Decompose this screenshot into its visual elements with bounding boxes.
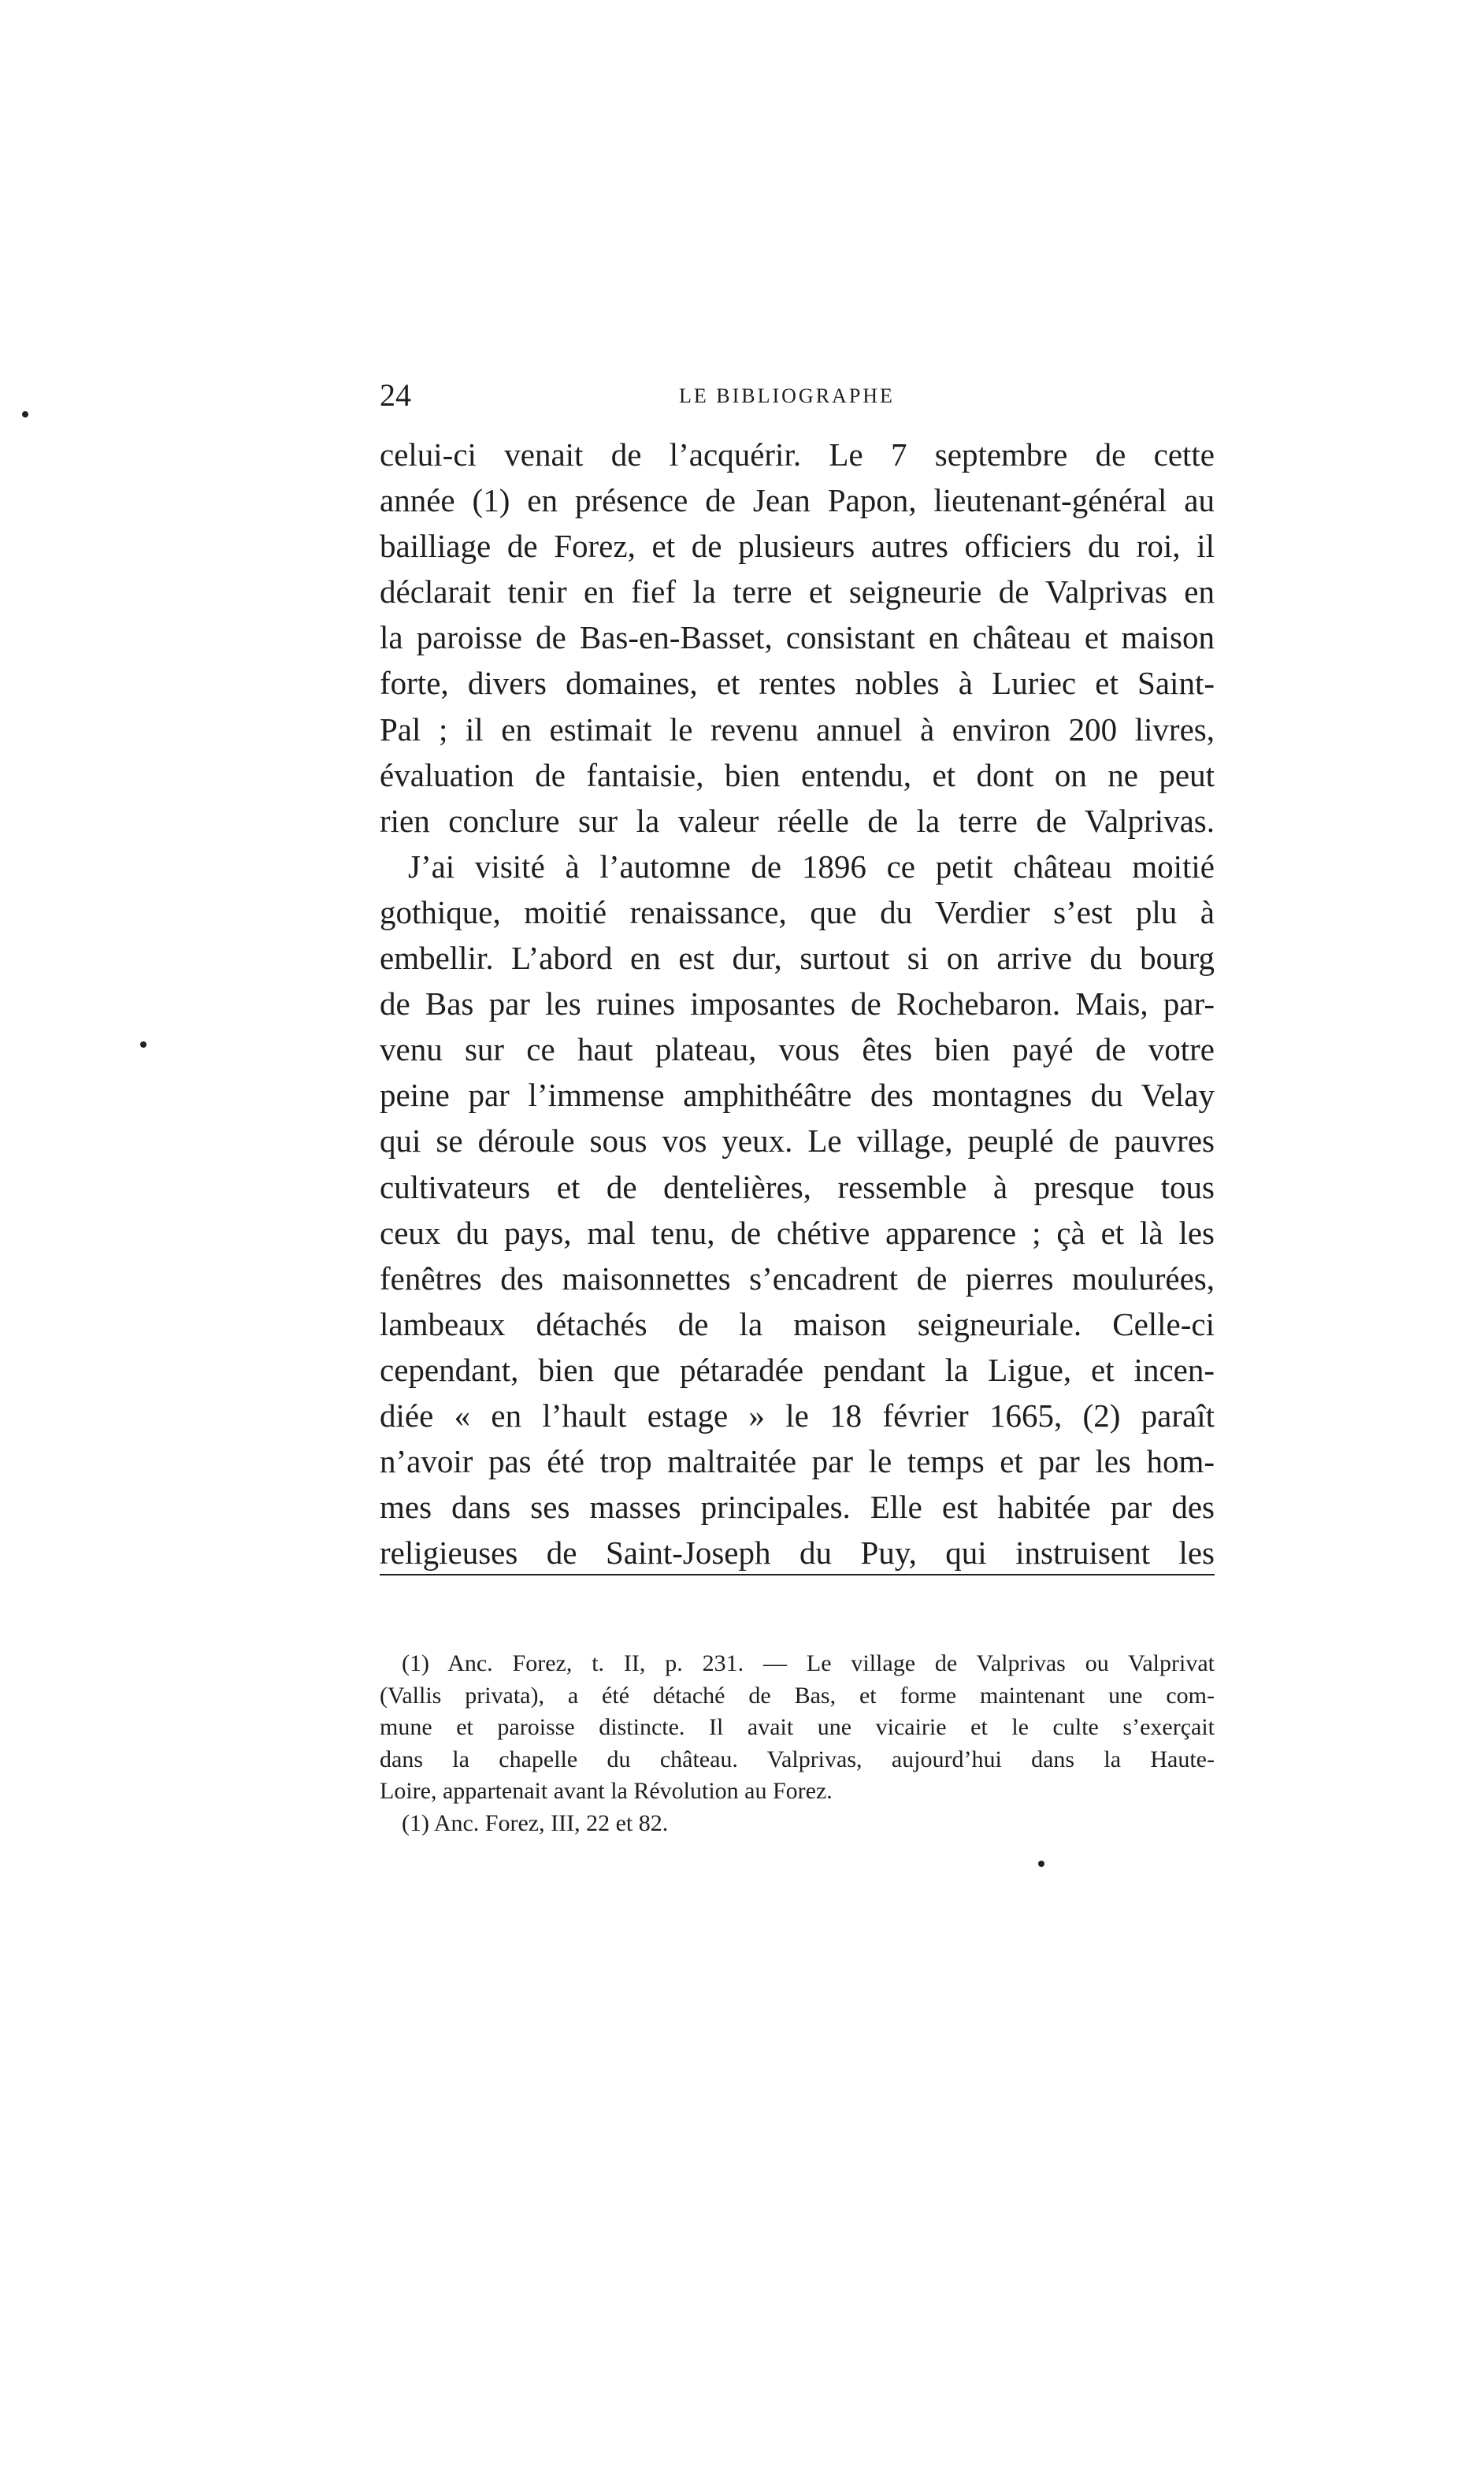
body-line: cultivateurs et de dentelières, ressemble à presque tous	[380, 1168, 1215, 1205]
scan-speck	[1038, 1861, 1044, 1867]
footnote-line: mune et paroisse distincte. Il avait une vicairie et le culte s’exerçait	[380, 1714, 1215, 1741]
body-line: peine par l’immense amphithéâtre des montagnes du Velay	[380, 1077, 1215, 1114]
body-line: Pal ; il en estimait le revenu annuel à environ 200 livres,	[380, 711, 1215, 748]
footnote-line: dans la chapelle du château. Valprivas, aujourd’hui dans la Haute-	[380, 1746, 1215, 1772]
body-line: embellir. L’abord en est dur, surtout si on arrive du bourg	[380, 940, 1215, 977]
body-line: bailliage de Forez, et de plusieurs autres officiers du roi, il	[380, 528, 1215, 565]
body-line: forte, divers domaines, et rentes nobles à Luriec et Saint-	[380, 665, 1215, 702]
footnote-line: Loire, appartenait avant la Révolution au Forez.	[380, 1778, 833, 1805]
footnotes	[380, 1648, 1215, 1840]
body-line: diée « en l’hault estage » le 18 février 1665, (2) paraît	[380, 1397, 1215, 1434]
body-line: venu sur ce haut plateau, vous êtes bien payé de votre	[380, 1031, 1215, 1068]
body-text	[380, 432, 1215, 1575]
body-line: celui-ci venait de l’acquérir. Le 7 septembre de cette	[380, 436, 1215, 473]
body-line: mes dans ses masses principales. Elle est habitée par des	[380, 1489, 1215, 1526]
body-line: n’avoir pas été trop maltraitée par le temps et par les hom-	[380, 1443, 1215, 1480]
body-line: ceux du pays, mal tenu, de chétive apparence ; çà et là les	[380, 1214, 1215, 1251]
scan-speck	[140, 1041, 147, 1048]
page-number: 24	[380, 377, 411, 413]
body-line: cependant, bien que pétaradée pendant la Ligue, et incen-	[380, 1351, 1215, 1388]
footnote-divider	[380, 1574, 1215, 1575]
footnote-line: (1) Anc. Forez, III, 22 et 82.	[402, 1809, 669, 1836]
body-line: de Bas par les ruines imposantes de Rochebaron. Mais, par-	[380, 985, 1215, 1022]
running-head	[380, 372, 1215, 419]
body-line: religieuses de Saint-Joseph du Puy, qui instruisent les	[380, 1535, 1215, 1572]
body-line: déclarait tenir en fief la terre et seigneurie de Valprivas en	[380, 573, 1215, 610]
body-line: année (1) en présence de Jean Papon, lieutenant-général au	[380, 482, 1215, 519]
body-line: évaluation de fantaisie, bien entendu, et dont on ne peut	[380, 756, 1215, 793]
body-line: fenêtres des maisonnettes s’encadrent de pierres moulurées,	[380, 1260, 1215, 1297]
footnote-line: (1) Anc. Forez, t. II, p. 231. — Le village de Valprivas ou Valprivat	[402, 1650, 1215, 1676]
body-line: qui se déroule sous vos yeux. Le village, peuplé de pauvres	[380, 1123, 1215, 1160]
body-line: la paroisse de Bas-en-Basset, consistant en château et maison	[380, 619, 1215, 656]
scan-speck	[22, 411, 28, 417]
body-line: rien conclure sur la valeur réelle de la terre de Valprivas.	[380, 802, 1215, 839]
running-title: LE BIBLIOGRAPHE	[679, 384, 895, 407]
body-line: lambeaux détachés de la maison seigneuriale. Celle-ci	[380, 1305, 1215, 1342]
body-line: gothique, moitié renaissance, que du Verdier s’est plu à	[380, 893, 1215, 930]
footnote-line: (Vallis privata), a été détaché de Bas, et forme maintenant une com-	[380, 1682, 1215, 1709]
paragraph-start-line: J’ai visité à l’automne de 1896 ce petit château moitié	[408, 848, 1215, 885]
